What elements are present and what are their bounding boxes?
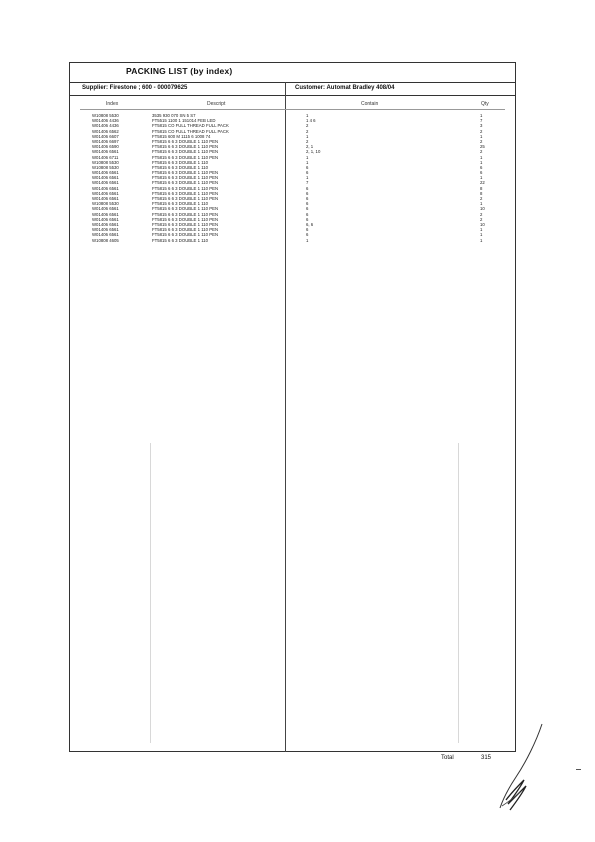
row-description: FT5815 6 6 3 DOUBLE 1 110 PEN: [152, 211, 219, 217]
row-quantity: 2: [480, 149, 483, 155]
row-description: FT5815 6 6 3 DOUBLE 1 110: [152, 164, 209, 170]
row-container: 6: [306, 196, 309, 201]
row-container: 2: [306, 138, 309, 144]
row-container: 1: [306, 237, 309, 243]
row-container: 7: [306, 180, 309, 186]
row-description: FT5815 6 6 3 DOUBLE 1 110 PEN: [152, 221, 219, 227]
row-container: 6: [306, 206, 309, 212]
row-container: 1: [306, 133, 309, 139]
row-quantity: 6: [480, 170, 483, 176]
row-quantity: 1: [480, 201, 483, 207]
row-description: FT5815 6 6 3 DOUBLE 1 110 PEN: [152, 196, 219, 201]
row-quantity: 25: [480, 144, 485, 150]
row-index: W01406 4436: [92, 118, 119, 124]
row-container: 6: [306, 227, 309, 233]
title-row: [70, 63, 515, 83]
row-description: FT5815 CO FULL THREAD FULL PACK: [152, 123, 229, 129]
row-container: 6: [306, 164, 309, 170]
row-container: 1: [306, 159, 309, 165]
row-quantity: 2: [480, 128, 483, 134]
row-quantity: 2: [480, 216, 483, 222]
row-quantity: 1: [480, 175, 483, 181]
row-quantity: 10: [480, 206, 485, 212]
row-description: FT5815 6 6 3 DOUBLE 1 110: [152, 159, 209, 165]
row-index: W01406 6561: [92, 211, 119, 217]
row-description: FT5815 6 6 3 DOUBLE 1 110: [152, 201, 209, 207]
row-description: FT5815 6 6 3 DOUBLE 1 110 PEN: [152, 154, 219, 160]
row-quantity: 1: [480, 227, 483, 233]
handwritten-signature: [496, 722, 554, 814]
row-description: FT5815 6 6 3 DOUBLE 1 110 PEN: [152, 216, 219, 222]
row-index: W10808 5530: [92, 159, 119, 165]
header-description: Descript: [207, 101, 226, 107]
row-quantity: 1: [480, 113, 483, 118]
row-container: 6: [306, 211, 309, 217]
row-container: 6: [306, 216, 309, 222]
row-index: W01406 6590: [92, 144, 119, 150]
row-description: FT5815 6 6 3 DOUBLE 1 110 PEN: [152, 180, 219, 186]
row-description: FT5815 6 6 3 DOUBLE 1 110 PEN: [152, 232, 219, 238]
supplier-info: Supplier: Firestone ; 600 - 000079625: [82, 85, 188, 91]
row-quantity: 7: [480, 118, 483, 124]
header-container: Contain: [361, 101, 379, 107]
row-description: FT5815 6 6 3 DOUBLE 1 110 PEN: [152, 206, 219, 212]
row-container: 1: [306, 113, 309, 118]
row-container: 2, 1: [306, 144, 314, 150]
row-quantity: 8: [480, 185, 483, 191]
row-description: FT5815 6 6 3 DOUBLE 1 110 PEN: [152, 227, 219, 233]
row-container: 1: [306, 154, 309, 160]
row-index: W01406 6697: [92, 138, 119, 144]
row-container: 1 4 6: [306, 118, 316, 124]
row-quantity: 2: [480, 138, 483, 144]
row-index: W01406 6561: [92, 190, 119, 196]
row-container: 6: [306, 170, 309, 176]
table-row: [70, 238, 515, 243]
row-index: W01406 6561: [92, 170, 119, 176]
row-quantity: 6: [480, 164, 483, 170]
row-index: W10808 4605: [92, 237, 119, 243]
header-quantity: Qty: [481, 101, 489, 107]
row-container: 6: [306, 201, 309, 207]
row-index: W01406 6561: [92, 180, 119, 186]
row-quantity: 1: [480, 133, 483, 139]
row-index: W01406 6561: [92, 206, 119, 212]
row-container: 6, 6: [306, 221, 314, 227]
row-container: 6: [306, 185, 309, 191]
row-description: FT5815 CO FULL THREAD FULL PACK: [152, 128, 229, 134]
scan-artifact-line: [458, 443, 459, 743]
row-index: W01406 6607: [92, 133, 119, 139]
info-row: [70, 82, 515, 96]
row-description: FT5515 1100 1 151014 FEB LED: [152, 118, 216, 124]
row-index: W01406 4436: [92, 123, 119, 129]
row-quantity: 2: [480, 196, 483, 201]
row-index: W01406 6561: [92, 232, 119, 238]
row-quantity: 1: [480, 237, 483, 243]
row-index: W01406 6561: [92, 175, 119, 181]
row-index: W01406 6561: [92, 216, 119, 222]
row-description: FT5815 6 6 3 DOUBLE 1 110 PEN: [152, 175, 219, 181]
row-container: 6: [306, 190, 309, 196]
total-label: Total: [441, 755, 454, 761]
total-value: 315: [481, 755, 492, 761]
row-description: FT5815 6 6 3 DOUBLE 1 110 PEN: [152, 185, 219, 191]
row-index: W01406 6562: [92, 128, 119, 134]
row-index: W10808 5530: [92, 164, 119, 170]
row-description: FT5815 6 6 3 DOUBLE 1 110: [152, 237, 209, 243]
packing-list-frame: [69, 62, 516, 752]
row-description: FT5815 6 6 3 DOUBLE 1 110 PEN: [152, 138, 219, 144]
row-index: W01406 6711: [92, 154, 119, 160]
row-quantity: 2: [480, 211, 483, 217]
customer-info: Customer: Automat Bradley 408/04: [295, 85, 395, 91]
row-container: 6: [306, 232, 309, 238]
margin-mark: [576, 769, 581, 770]
row-quantity: 22: [480, 180, 485, 186]
row-index: W01406 6561: [92, 196, 119, 201]
header-index: Index: [106, 101, 119, 107]
row-description: FT5815 6 6 3 DOUBLE 1 110 PEN: [152, 149, 219, 155]
header-underline: [80, 109, 505, 110]
row-index: W10808 5530: [92, 201, 119, 207]
row-container: 2: [306, 128, 309, 134]
row-description: 3535 930 070 SN 5 S7: [152, 113, 196, 118]
row-index: W10808 5530: [92, 113, 119, 118]
scan-artifact-line: [150, 443, 151, 743]
packing-rows: [70, 113, 515, 243]
row-container: 2: [306, 123, 309, 129]
row-description: FT5815 6 6 3 DOUBLE 1 110 PEN: [152, 170, 219, 176]
row-index: W01406 6561: [92, 227, 119, 233]
row-container: 2, 1, 10: [306, 149, 321, 155]
row-index: W01406 6561: [92, 149, 119, 155]
row-quantity: 10: [480, 221, 485, 227]
row-description: FT5815 6 6 3 DOUBLE 1 110 PEN: [152, 190, 219, 196]
row-description: FT5815 600 M 1115 6 1008 74: [152, 133, 211, 139]
row-index: W01406 6561: [92, 221, 119, 227]
row-quantity: 1: [480, 232, 483, 238]
row-quantity: 1: [480, 159, 483, 165]
document-title: PACKING LIST (by index): [126, 66, 233, 76]
row-description: FT5815 6 6 3 DOUBLE 1 110 PEN: [152, 144, 219, 150]
row-quantity: 1: [480, 154, 483, 160]
row-quantity: 8: [480, 190, 483, 196]
row-quantity: 3: [480, 123, 483, 129]
row-index: W01406 6561: [92, 185, 119, 191]
row-container: 1: [306, 175, 309, 181]
